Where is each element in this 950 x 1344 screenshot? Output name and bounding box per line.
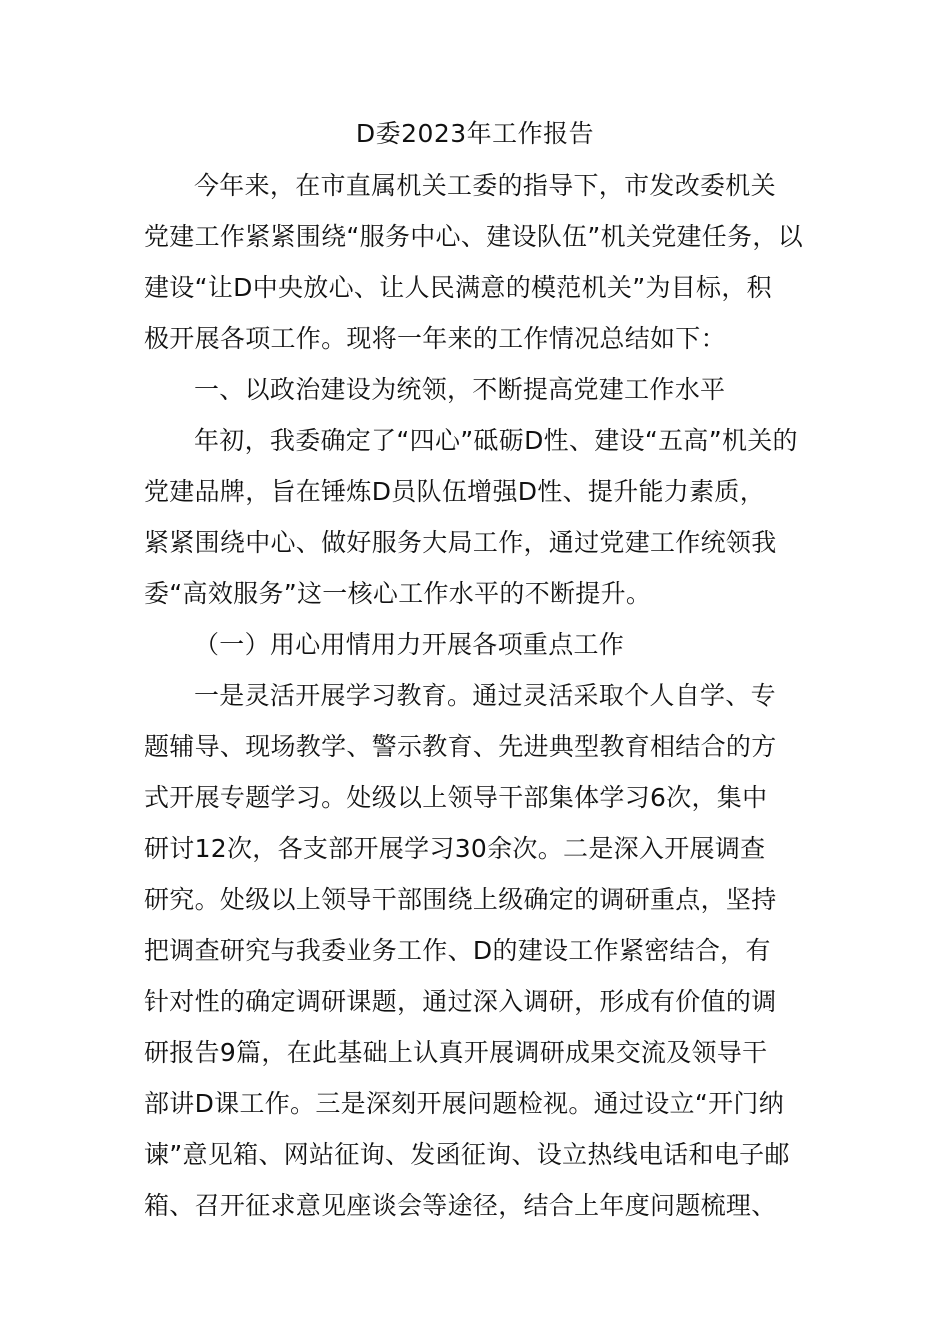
paragraph-line: 研究。处级以上领导干部围绕上级确定的调研重点，坚持 xyxy=(144,885,777,914)
paragraph-line: 题辅导、现场教学、警示教育、先进典型教育相结合的方 xyxy=(144,732,777,761)
subsection-heading xyxy=(144,619,806,670)
intro-paragraph xyxy=(144,160,806,364)
body-paragraph xyxy=(144,670,806,1231)
paragraph-line: 极开展各项工作。现将一年来的工作情况总结如下： xyxy=(144,324,726,353)
paragraph-line: 研讨12次，各支部开展学习30余次。二是深入开展调查 xyxy=(144,834,766,863)
paragraph-line: 党建工作紧紧围绕“服务中心、建设队伍”机关党建任务，以 xyxy=(144,222,804,251)
paragraph-line: 党建品牌，旨在锤炼D员队伍增强D性、提升能力素质， xyxy=(144,477,766,506)
document-body xyxy=(144,160,806,1231)
paragraph-line: 委“高效服务”这一核心工作水平的不断提升。 xyxy=(144,579,652,608)
paragraph-line: 年初，我委确定了“四心”砥砺D性、建设“五高”机关的 xyxy=(194,426,798,455)
paragraph-line: 把调查研究与我委业务工作、D的建设工作紧密结合，有 xyxy=(144,936,771,965)
paragraph-line: 部讲D课工作。三是深刻开展问题检视。通过设立“开门纳 xyxy=(144,1089,785,1118)
paragraph-line: 谏”意见箱、网站征询、发函征询、设立热线电话和电子邮 xyxy=(144,1140,790,1169)
section-heading xyxy=(144,364,806,415)
heading-line: （一）用心用情用力开展各项重点工作 xyxy=(194,630,625,659)
paragraph-line: 研报告9篇，在此基础上认真开展调研成果交流及领导干 xyxy=(144,1038,768,1067)
heading-line: 一、以政治建设为统领，不断提高党建工作水平 xyxy=(194,375,726,404)
paragraph-line: 紧紧围绕中心、做好服务大局工作，通过党建工作统领我 xyxy=(144,528,777,557)
paragraph-line: 今年来，在市直属机关工委的指导下，市发改委机关 xyxy=(194,171,776,200)
body-paragraph xyxy=(144,415,806,619)
paragraph-line: 针对性的确定调研课题，通过深入调研，形成有价值的调 xyxy=(144,987,777,1016)
paragraph-line: 建设“让D中央放心、让人民满意的模范机关”为目标，积 xyxy=(144,273,772,302)
paragraph-line: 一是灵活开展学习教育。通过灵活采取个人自学、专 xyxy=(194,681,776,710)
paragraph-line: 箱、召开征求意见座谈会等途径，结合上年度问题梳理、 xyxy=(144,1191,777,1220)
paragraph-line: 式开展专题学习。处级以上领导干部集体学习6次，集中 xyxy=(144,783,768,812)
document-title: D委2023年工作报告 xyxy=(355,119,595,148)
